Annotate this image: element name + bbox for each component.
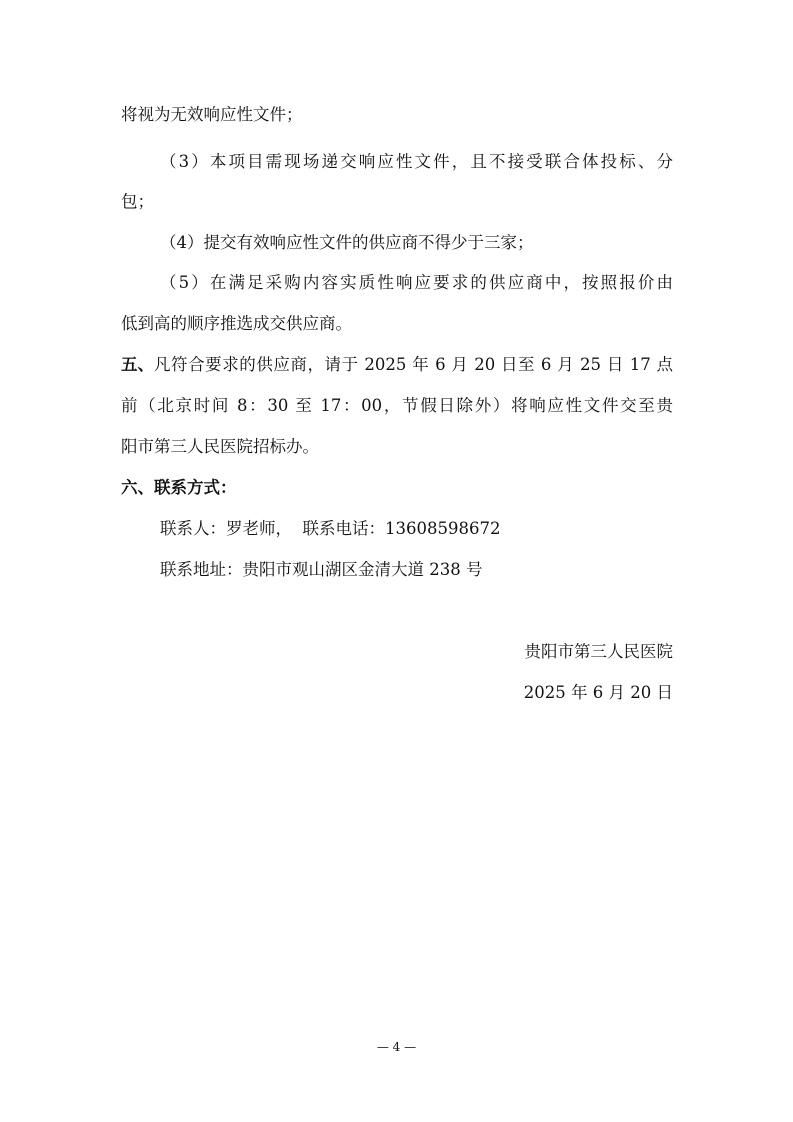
- section-5-line-3: 阳市第三人民医院招标办。: [121, 437, 319, 456]
- item-5-line-2: 低到高的顺序推选成交供应商。: [121, 314, 352, 333]
- contact-address: 联系地址：贵阳市观山湖区金清大道 238 号: [160, 560, 483, 579]
- item-3-line-1: （3）本项目需现场递交响应性文件，且不接受联合体投标、分: [160, 152, 673, 171]
- page-number: — 4 —: [376, 1040, 417, 1054]
- section-5-line-1: [121, 353, 673, 377]
- section-5-label: 五、: [121, 355, 154, 374]
- section-5-text: 凡符合要求的供应商，请于 2025 年 6 月 20 日至 6 月 25 日 17 点: [154, 355, 673, 374]
- item-5-line-1: （5）在满足采购内容实质性响应要求的供应商中，按照报价由: [160, 273, 673, 292]
- signature-date: 2025 年 6 月 20 日: [523, 683, 673, 702]
- signature-org: 贵阳市第三人民医院: [524, 642, 673, 661]
- contact-person: 联系人：罗老师， 联系电话：13608598672: [160, 519, 501, 538]
- item-3-line-2: 包；: [121, 192, 154, 211]
- paragraph-continuation: 将视为无效响应性文件；: [121, 105, 303, 124]
- section-6-heading: 六、联系方式：: [121, 478, 237, 497]
- item-4: （4）提交有效响应性文件的供应商不得少于三家；: [160, 233, 534, 252]
- section-5-line-2: 前（北京时间 8：30 至 17：00，节假日除外）将响应性文件交至贵: [121, 396, 673, 415]
